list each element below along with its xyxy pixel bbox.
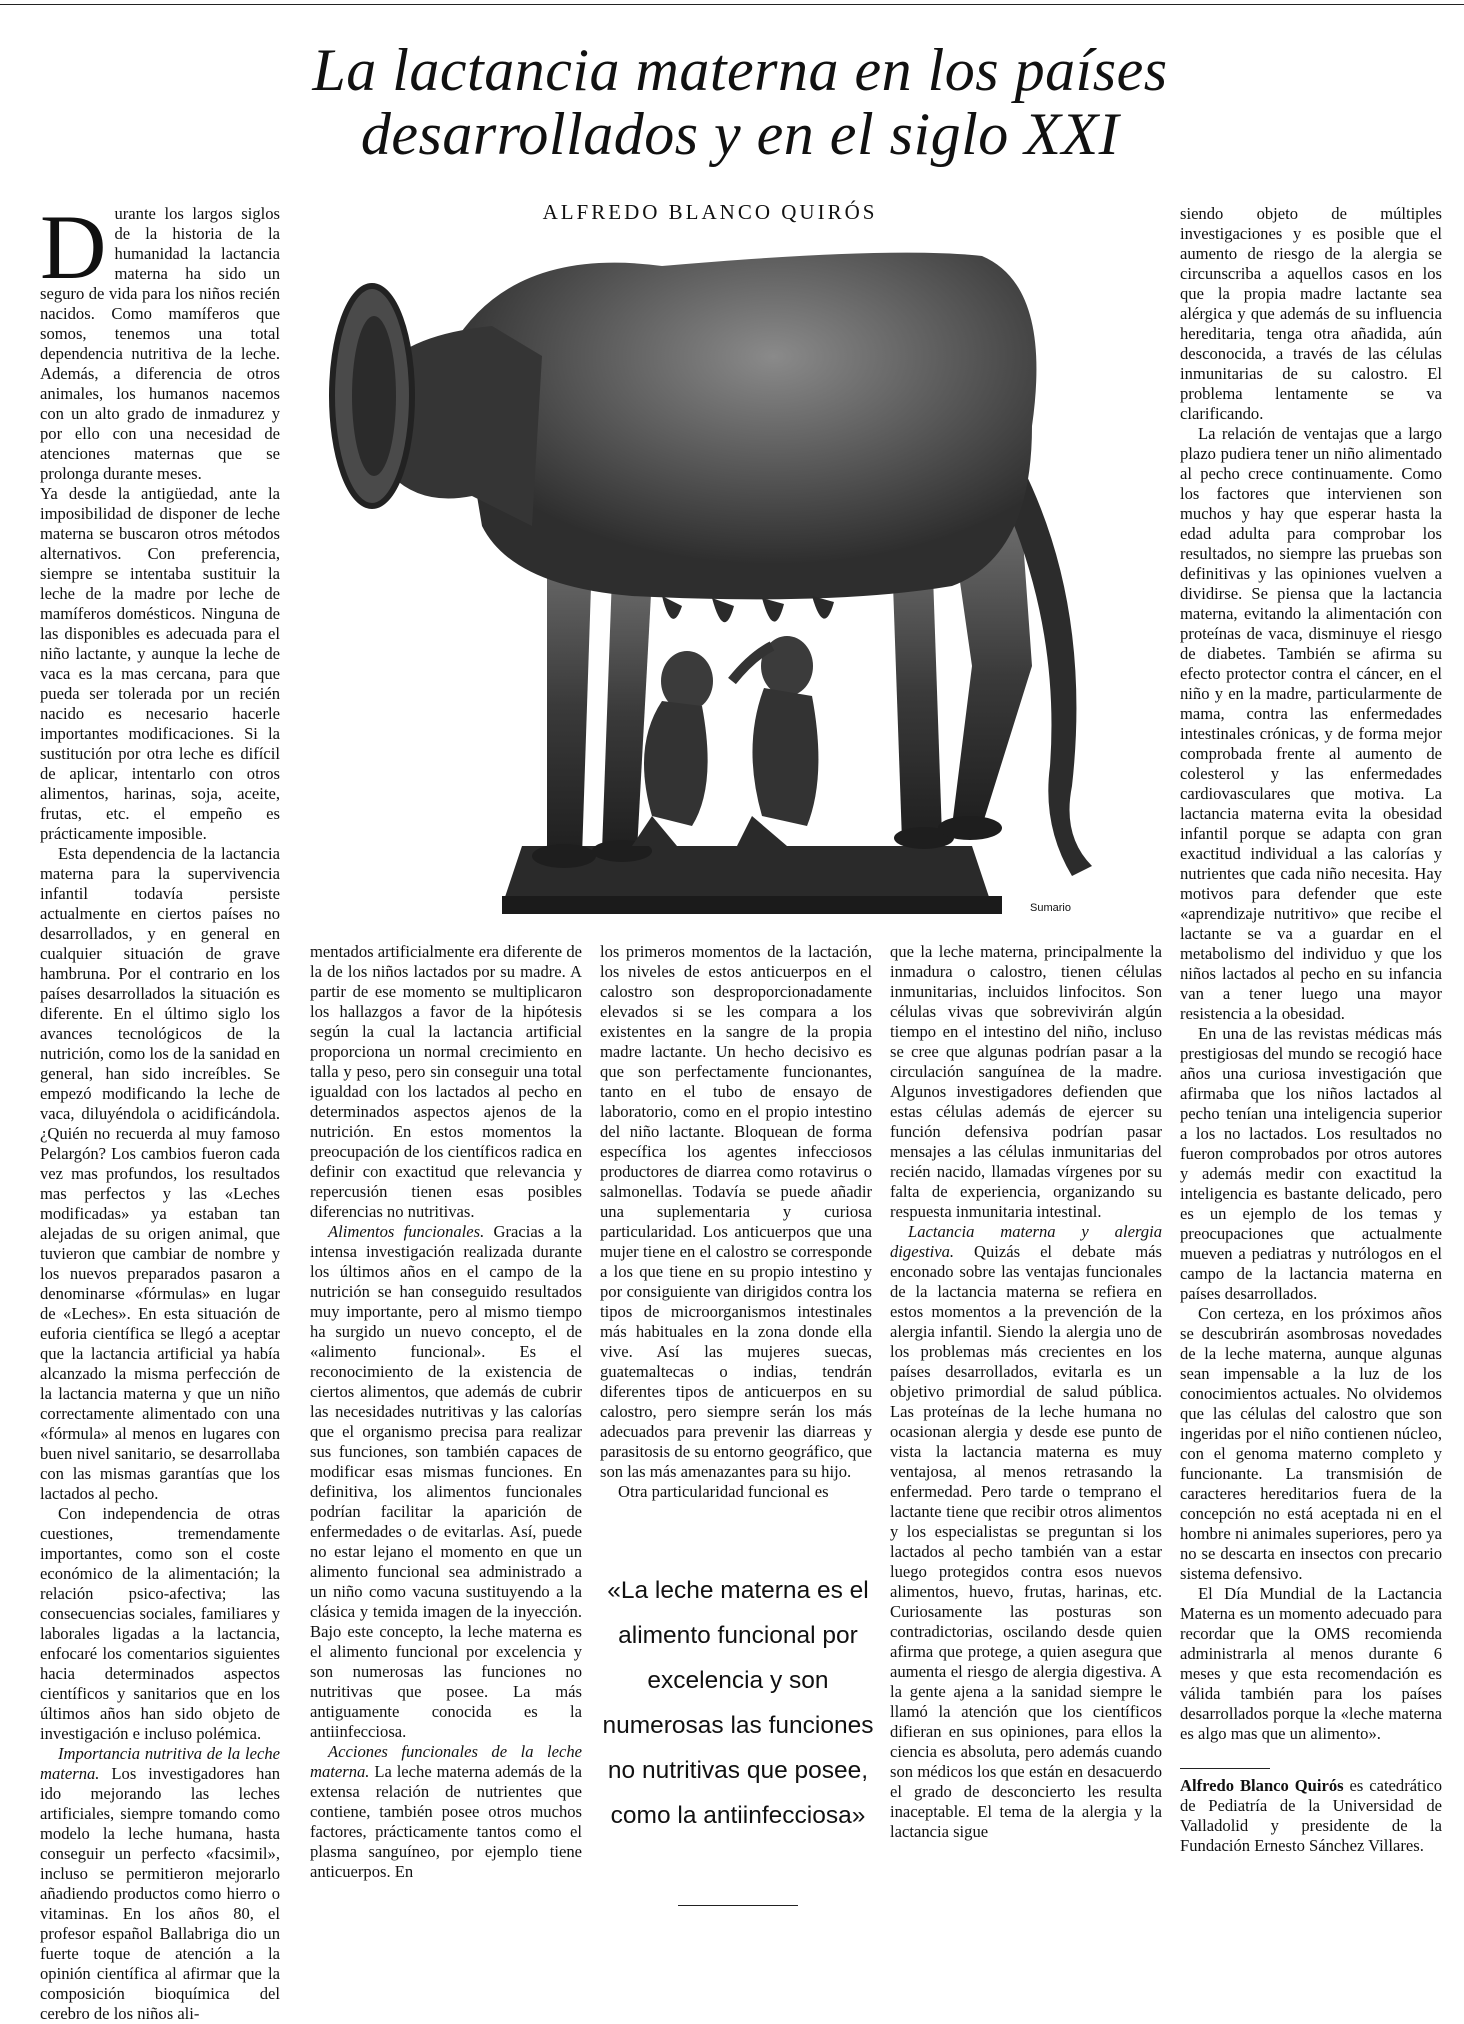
paragraph: Con certeza, en los próximos años se descubrirán asombrosas novedades de la leche materna, aunque algunas sean impensable a la luz de los conocimientos actuales. No olvidemos que las células del calostro que son ingeridas por el niño contienen núcleo, con el genoma materno completo y funcionante. La transmisión de caracteres hereditarios fuera de la concepción no está aceptada ni en el hombre ni animales superiores, pero ya no se descarta en insectos con precario sistema defensivo.	[1180, 1304, 1442, 1583]
column-5	[1180, 204, 1442, 1764]
section-heading: Lactancia materna y alergia digestiva.	[890, 1222, 1162, 1261]
paragraph: Acciones funcionales de la leche materna. La leche materna además de la extensa relación de nutrientes que contiene, también posee otros muchos factores, prácticamente tantos como el plasma sanguíneo, por ejemplo tiene anticuerpos. En	[310, 1742, 582, 1881]
column-2	[310, 942, 582, 1922]
paragraph: mentados artificialmente era diferente de la de los niños lactados por su madre. A partir de ese momento se multiplicaron los hallazgos a favor de la hipótesis según la cual la lactancia artificial proporciona un normal crecimiento en talla y peso, pero sin conseguir una total igualdad con los lactados al pecho en determinados aspectos ajenos de la nutrición. En estos momentos la preocupación de los científicos radica en definir con exactitud que relevancia y repercusión tienen esas posibles diferencias no nutritivas.	[310, 942, 582, 1221]
paragraph: En una de las revistas médicas más prestigiosas del mundo se recogió hace años una curiosa investigación que afirmaba que los niños lactados al pecho tenían una inteligencia superior a los no lactados. Los resultados no fueron comprobados por otros autores y además medir con exactitud la inteligencia es bastante delicado, pero es un ejemplo de los temas y preocupaciones que actualmente mueven a pediatras y nutrólogos en el campo de la lactancia materna en países desarrollados.	[1180, 1024, 1442, 1303]
section-heading: Alimentos funcionales.	[328, 1222, 485, 1241]
quote-rule	[678, 1905, 798, 1906]
paragraph: La relación de ventajas que a largo plazo pudiera tener un niño alimentado al pecho crece continuamente. Como los factores que intervienen son muchos y hay que esperar hasta la edad adulta para comprobar los resultados, no siempre las pruebas son definitivas y las opiniones vuelven a dividirse. Se piensa que la lactancia materna, evitando la alimentación con proteínas de vaca, disminuye el riesgo de diabetes. También se afirma su efecto protector contra el cáncer, en el niño y en la madre, particularmente de mama, contra las enfermedades intestinales crónicas, y de forma mejor comprobada frente al aumento de colesterol y las enfermedades cardiovasculares que motiva. La lactancia materna evita la obesidad infantil porque se adapta con gran exactitud individual a las calorías y nutrientes que cada niño necesita. Hay motivos para defender que este «aprendizaje nutritivo» que recibe el lactante se va a guardar en el metabolismo del individuo y que los niños lactados al pecho en su infancia van a tener luego una mayor resistencia a la obesidad.	[1180, 424, 1442, 1023]
section-heading: Acciones funcionales de la leche materna.	[310, 1742, 582, 1781]
image-credit: Sumario	[1030, 902, 1071, 914]
paragraph: El Día Mundial de la Lactancia Materna es un momento adecuado para recordar que la OMS recomienda administrarla al menos durante 6 meses y que esta recomendación es válida también para los países desarrollados porque la «leche materna es algo mas que un alimento».	[1180, 1584, 1442, 1743]
column-3	[600, 942, 872, 1532]
paragraph: siendo objeto de múltiples investigaciones y es posible que el aumento de riesgo de la alergia se circunscriba a aquellos casos en los que la propia madre lactante sea alérgica y que además de su influencia hereditaria, tenga otra añadida, aún desconocida, a través de las células inmunitarias de su calostro. El problema lentamente se va clarificando.	[1180, 204, 1442, 423]
column-1	[40, 196, 280, 2023]
paragraph: Con independencia de otras cuestiones, tremendamente importantes, como son el coste económico de la alimentación; la relación psico-afectiva; las consecuencias sociales, familiares y laborales ligadas a la lactancia, enfocaré los comentarios siguientes hacia determinados aspectos científicos y sanitarios que en los últimos años han sido objeto de investigación e incluso polémica.	[40, 1504, 280, 1743]
capitoline-wolf-photo	[332, 226, 1162, 926]
signature-rule	[1180, 1768, 1270, 1769]
paragraph: Otra particularidad funcional es	[618, 1482, 829, 1501]
paragraph: los primeros momentos de la lactación, los niveles de estos anticuerpos en el calostro son desproporcionadamente elevados si se les compara a los existentes en la sangre de la propia madre lactante. Un hecho decisivo es que son perfectamente funcionantes, tanto en el tubo de ensayo de laboratorio, como en el propio intestino del niño lactante. Bloquean de forma específica los agentes infecciosos productores de diarrea como rotavirus o salmonellas. Todavía se puede añadir una suplementaria y curiosa particularidad. Los anticuerpos que una mujer tiene en el calostro se corresponde a los que tiene en su propio intestino y por consiguiente van dirigidos contra los tipos de microorganismos intestinales más habituales en la zona donde ella vive. Así las mujeres suecas, guatemaltecas o indias, tendrán diferentes tipos de anticuerpos en su calostro, pero siempre serán los más adecuados para prevenir las diarreas y parasitosis de su entorno geográfico, que son las más amenazantes para su hijo.	[600, 942, 872, 1481]
section-heading: Importancia nutritiva de la leche materna.	[40, 1744, 280, 1783]
column-4	[890, 942, 1162, 1922]
author-name: Alfredo Blanco Quirós	[1180, 1776, 1344, 1795]
byline: ALFREDO BLANCO QUIRÓS	[542, 200, 878, 224]
paragraph: Lactancia materna y alergia digestiva. Quizás el debate más enconado sobre las ventajas funcionales de la lactancia materna se refiera en estos momentos a la prevención de la alergia infantil. Siendo la alergia uno de los problemas más crecientes en los países desarrollados, evitarla es un objetivo primordial de salud pública. Las proteínas de la leche humana no ocasionan alergia y desde ese punto de vista la lactancia materna es muy ventajosa, al menos retrasando la enfermedad. Pero tarde o temprano el lactante tiene que recibir otros alimentos y los especialistas se preguntan si los lactados al pecho también van a estar luego protegidos contra esos nuevos alimentos, huevo, frutas, harinas, etc. Curiosamente las posturas son contradictorias, oscilando desde quien afirma que protege, a quien asegura que aumenta el riesgo de alergia digestiva. A la gente ajena a la sanidad siempre le llamó la atención que los científicos difieran en sus opiniones, para ellos la ciencia es absoluta, pero además cuando son médicos los que están en desacuerdo el grado de desconcierto les resulta inaceptable. El tema de la alergia y la lactancia sigue	[890, 1222, 1162, 1841]
paragraph: Ya desde la antigüedad, ante la imposibilidad de disponer de leche materna se buscaron otros métodos alternativos. Con preferencia, siempre se intentaba sustituir la leche de la madre por leche de mamíferos domésticos. Ninguna de las disponibles es adecuada para el niño lactante, y aunque la leche de vaca es la mas cercana, para que pueda ser tolerada por un recién nacido es necesario hacerle importantes modificaciones. Si la sustitución por otra leche es difícil de aplicar, intentarlo con otros alimentos, harinas, soja, aceite, frutas, etc. el empeño es prácticamente imposible.	[40, 484, 280, 843]
paragraph: Importancia nutritiva de la leche materna. Los investigadores han ido mejorando las leches artificiales, siempre tomando como modelo la leche humana, hasta conseguir un perfecto «facsimil», incluso se permitieron mejorarlo añadiendo productos como hierro o vitaminas. En los años 80, el profesor español Ballabriga dio un fuerte toque de atención a la opinión científica al afirmar que la composición bioquímica del cerebro de los niños ali-	[40, 1744, 280, 2023]
headline: La lactancia materna en los países desarrollados y en el siglo XXI	[312, 37, 1168, 167]
top-rule	[0, 4, 1464, 5]
paragraph: Alimentos funcionales. Gracias a la intensa investigación realizada durante los últimos años en el campo de la nutrición se han conseguido resultados muy importante, pero al mismo tiempo ha surgido un nuevo concepto, el de «alimento funcional». Es el reconocimiento de la existencia de ciertos alimentos, que además de cubrir las necesidades nutritivas y las calorías que el organismo precisa para realizar sus funciones, son también capaces de modificar esas mismas funciones. En definitiva, los alimentos funcionales podrían facilitar la aparición de enfermedades o de evitarlas. Así, puede no estar lejano el momento en que un alimento funcional sea administrado a un niño como vacuna sustituyendo a la clásica y temida imagen de la inyección. Bajo este concepto, la leche materna es el alimento funcional por excelencia y son numerosas las funciones no nutritivas que posee. La más antiguamente conocida es la antiinfecciosa.	[310, 1222, 582, 1741]
author-signature: Alfredo Blanco Quirós es catedrático de Pediatría de la Universidad de Valladolid y presidente de la Fundación Ernesto Sánchez Villares.	[1180, 1776, 1442, 1855]
paragraph: que la leche materna, principalmente la inmadura o calostro, tienen células inmunitarias, incluidos linfocitos. Son células vivas que sobrevivirán algún tiempo en el intestino del niño, incluso se cree que algunas podrían pasar a la circulación sanguínea de la madre. Algunos investigadores defienden que estas células además de ejercer su función defensiva podrían pasar mensajes a las células inmunitarias del recién nacido, llamadas vírgenes por su falta de experiencia, organizando su respuesta inmunitaria intestinal.	[890, 942, 1162, 1221]
paragraph: Durante los largos siglos de la historia de la humanidad la lactancia materna ha sido un seguro de vida para los niños recién nacidos. Como mamíferos que somos, tenemos una total dependencia nutritiva de la leche. Además, a diferencia de otros animales, los humanos nacemos con un alto grado de inmadurez y por ello con una necesidad de atenciones maternas que se prolonga durante meses.	[40, 196, 280, 483]
pull-quote: «La leche materna es el alimento funcional por excelencia y son numerosas las funciones no nutritivas que posee, como la antiinfecciosa»	[602, 1577, 874, 1829]
drop-cap: D	[40, 196, 107, 298]
paragraph: Esta dependencia de la lactancia materna para la supervivencia infantil todavía persiste actualmente en ciertos países no desarrollados, y en general en cualquier situación de grave hambruna. Por el contrario en los países desarrollados la situación es diferente. En el último siglo los avances tecnológicos de la nutrición, como los de la sanidad en general, han sido increíbles. Se empezó modificando la leche de vaca, diluyéndola o acidificándola. ¿Quién no recuerda al muy famoso Pelargón? Los cambios fueron cada vez mas profundos, los resultados mas perfectos y las «Leches modificadas» ya estaban tan alejadas de su origen animal, que tuvieron que cambiar de nombre y los nuevos preparados pasaron a denominarse «fórmulas» en lugar de «Leches». En esta situación de euforia científica se llegó a aceptar que la lactancia artificial ya había alcanzado la misma perfección de la lactancia materna y que un niño correctamente alimentado con una «fórmula» al menos en lugares con buen nivel sanitario, se desarrollaba con las mismas garantías que los lactados al pecho.	[40, 844, 280, 1503]
